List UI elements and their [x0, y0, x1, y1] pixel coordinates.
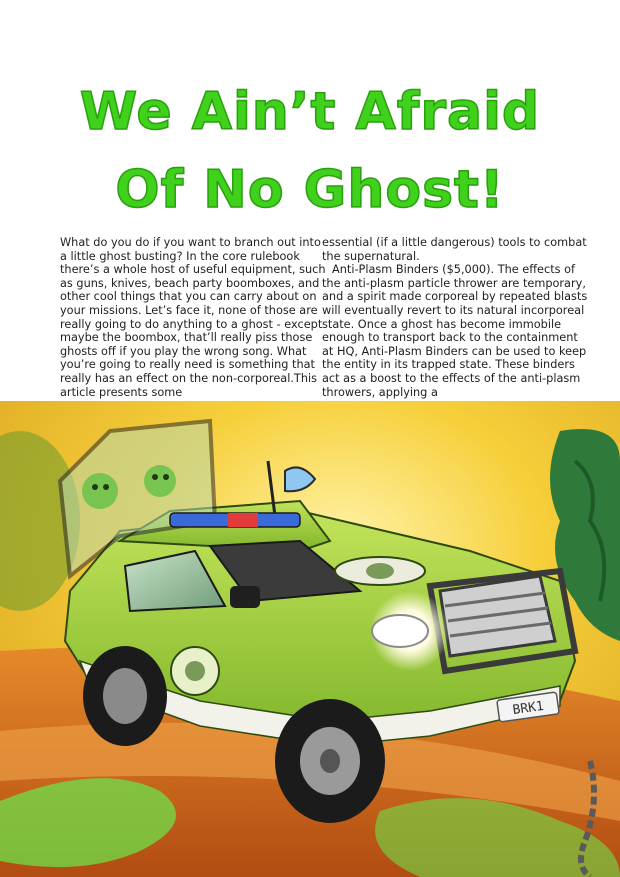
text-column-right — [322, 236, 590, 399]
license-plate-text: BRK1 — [511, 698, 545, 719]
intro-paragraph-continuation: essential (if a little dangerous) tools to combat the supernatural. — [322, 236, 587, 263]
side-mirror — [230, 586, 260, 608]
ghost-face — [82, 473, 118, 509]
article-title-line-2: Of No Ghost! — [115, 160, 505, 220]
wheel-front — [275, 699, 385, 823]
ecto-truck-illustration — [0, 401, 620, 877]
article-title-line-1: We Ain’t Afraid — [79, 82, 541, 142]
text-column-left — [60, 236, 330, 399]
anti-plasm-binders-paragraph: Anti-Plasm Binders ($5,000). The effects of the anti-plasm particle thrower are temporary, and a spirit made corporeal by repeated blasts will eventually revert to its natural incorporeal state. Once a ghost has become immobile enough to transport back to the containment at HQ, Anti-Plasm Binders can be used to keep the entity in its trapped state. These binders act as a boost to the effects of the anti-plasm throwers, applying a — [322, 263, 588, 399]
intro-paragraph: What do you do if you want to branch out into a little ghost busting? In the core rulebook there’s a whole host of useful equipment, such as guns, knives, beach party boomboxes, and other cool things that you can carry about on your missions. Let’s face it, none of those are really going to do anything to a ghost - except maybe the boombox, that’ll really piss those ghosts off if you play the wrong song. What you’re going to really need is something that really has an effect on the non-corporeal.This article presents some — [60, 236, 326, 399]
wheel-rear — [83, 646, 167, 746]
